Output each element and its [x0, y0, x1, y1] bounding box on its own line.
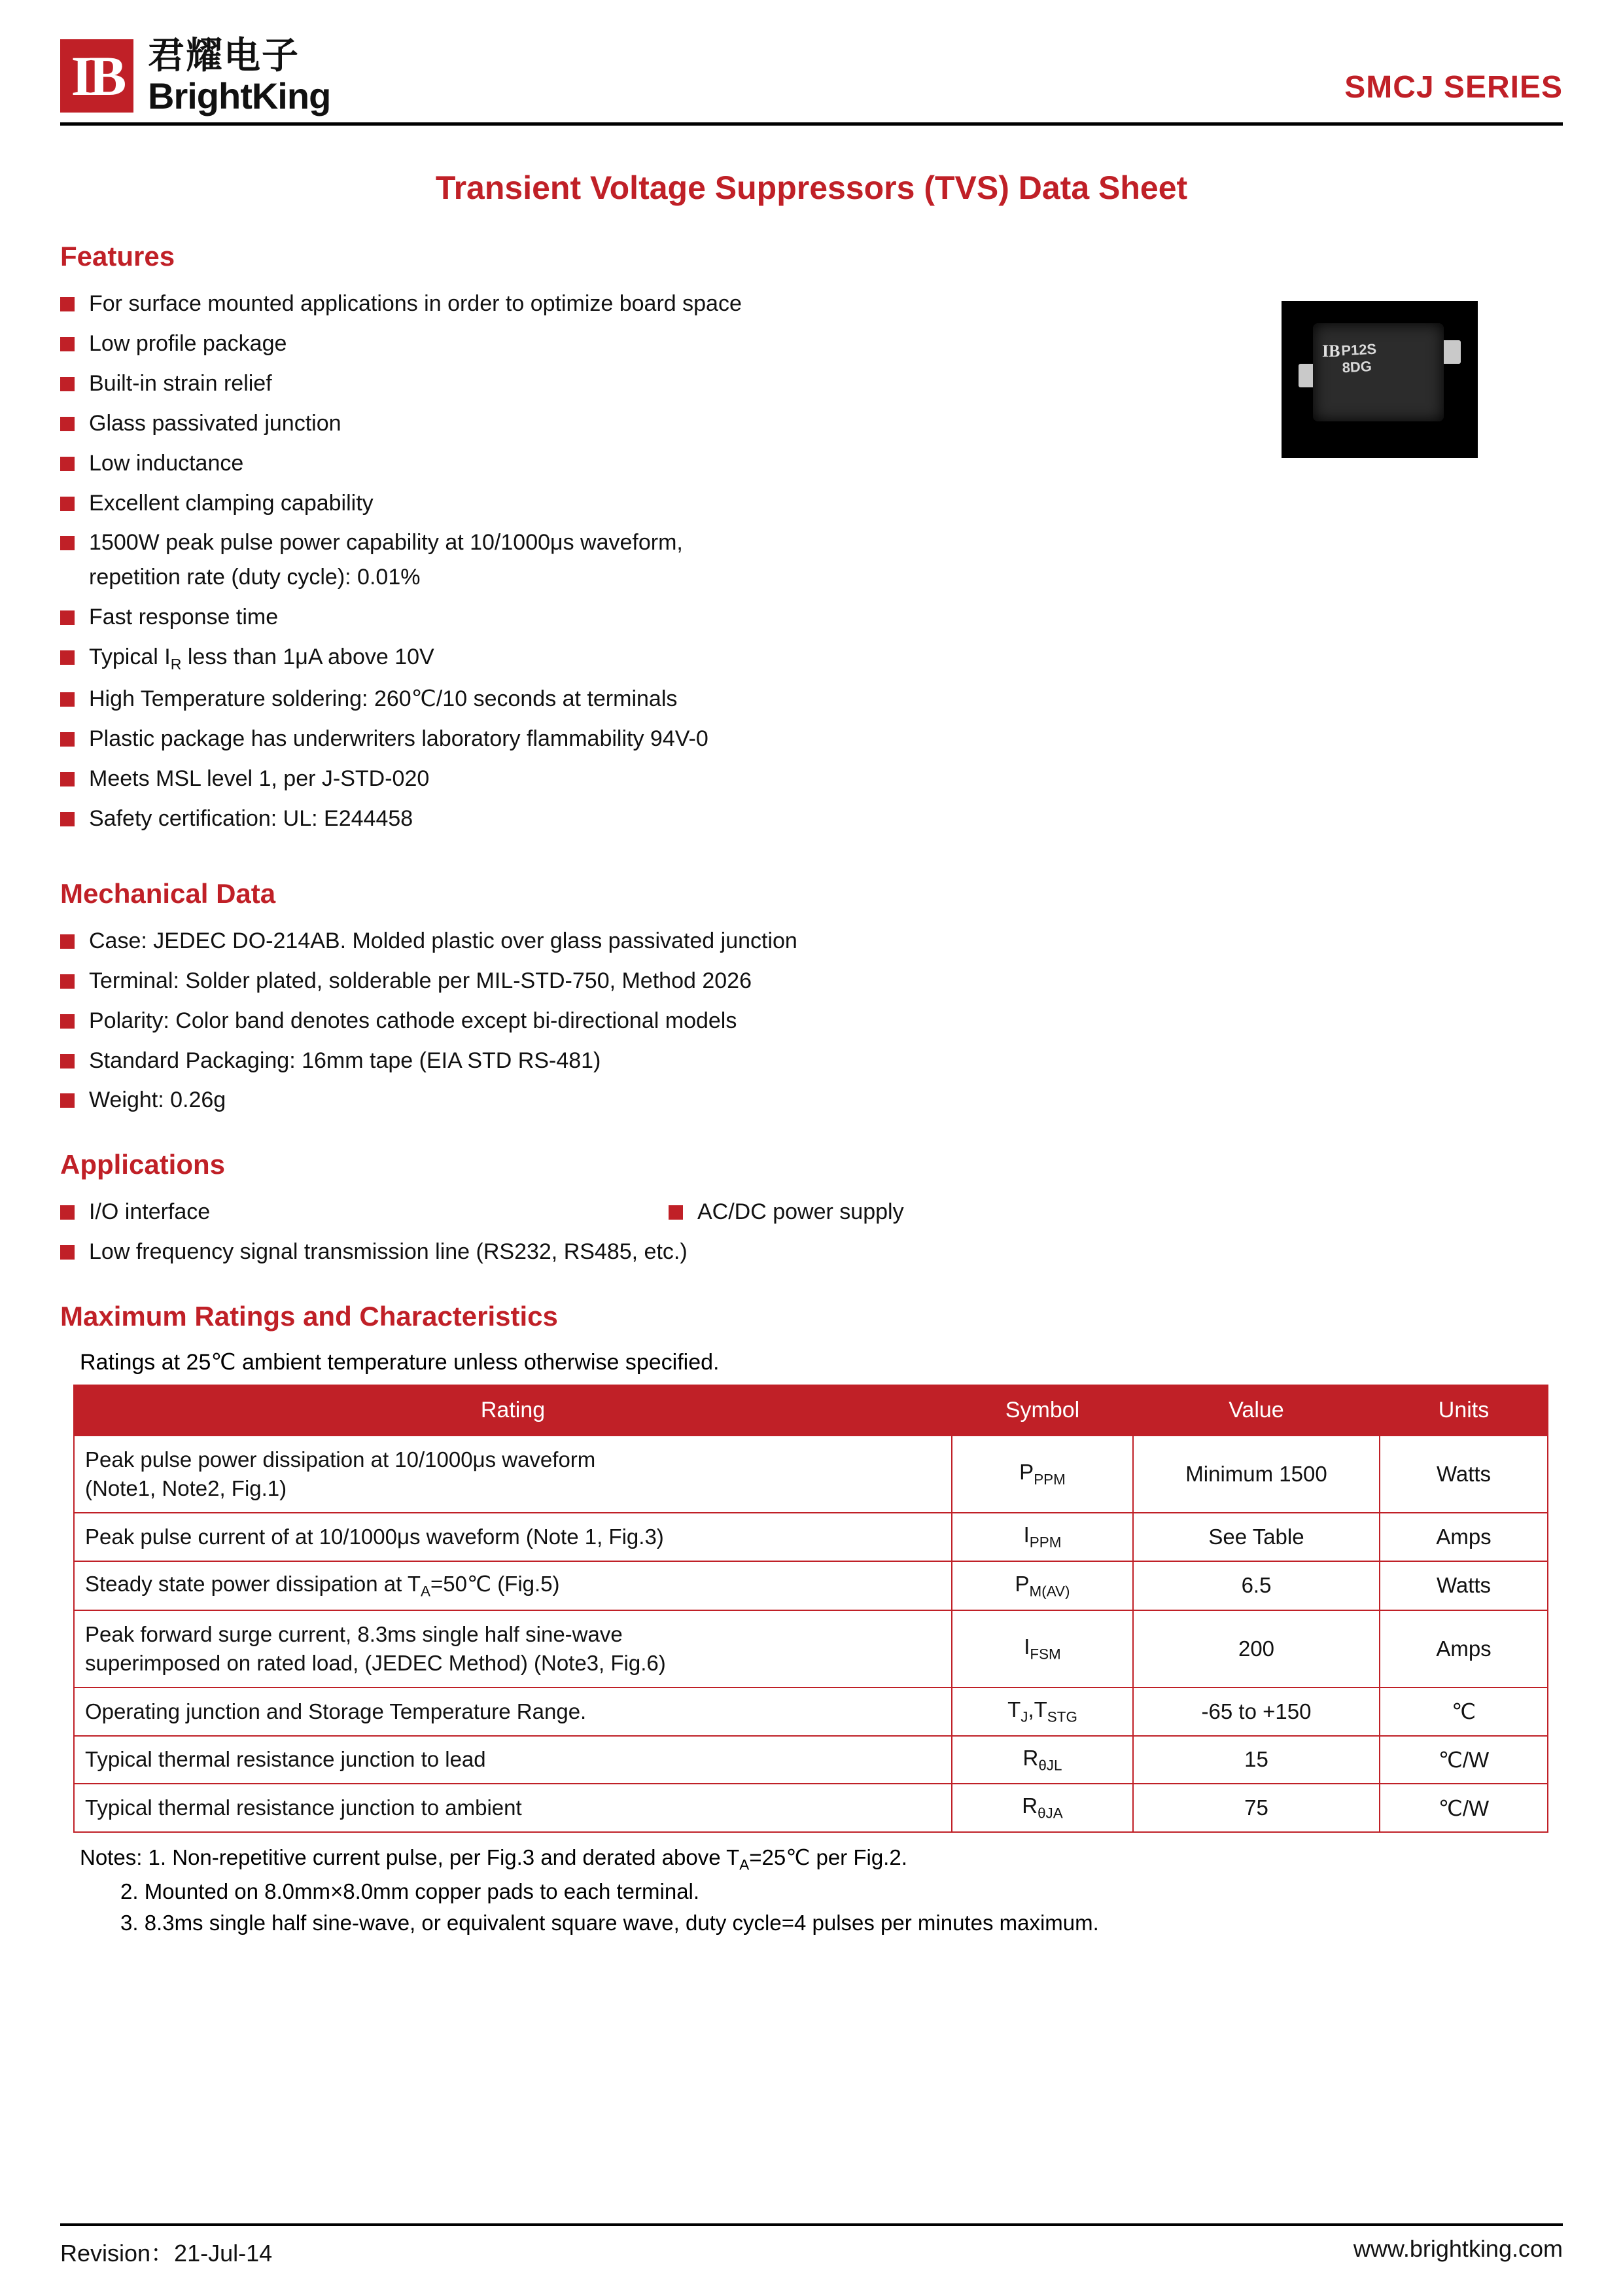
- bullet-square-icon: [60, 417, 75, 431]
- bullet-square-icon: [669, 1205, 683, 1220]
- table-row: [74, 1513, 1548, 1561]
- brand-text: [148, 35, 330, 116]
- cell-symbol: $I_{PPM}$: [952, 1513, 1133, 1561]
- column-header-rating: Rating: [74, 1385, 952, 1436]
- cell-value: 75: [1133, 1784, 1380, 1832]
- applications-list-right: [669, 1197, 1563, 1227]
- section-title-applications: Applications: [60, 1149, 226, 1180]
- package-photo: [1282, 301, 1478, 458]
- cell-units: Amps: [1380, 1513, 1548, 1561]
- list-item: Weight: 0.26g: [60, 1086, 1563, 1115]
- cell-symbol: $R_{\theta JL}$: [952, 1736, 1133, 1784]
- bullet-square-icon: [60, 1054, 75, 1069]
- applications-list-wide: [60, 1237, 1563, 1267]
- list-item: I/O interface: [60, 1197, 669, 1227]
- list-item: Excellent clamping capability: [60, 489, 1107, 518]
- list-item: Low frequency signal transmission line (RS232, RS485, etc.): [60, 1237, 1563, 1267]
- bullet-square-icon: [60, 1205, 75, 1220]
- applications-column-left: [60, 1197, 669, 1237]
- cell-value: 6.5: [1133, 1561, 1380, 1610]
- bullet-square-icon: [60, 772, 75, 786]
- feature-peak-power-cont: repetition rate (duty cycle): 0.01%: [89, 565, 421, 590]
- feature-typical-ir: Typical $I_R$ less than 1μA above 10V: [89, 645, 434, 673]
- note-1: Notes: 1. Non-repetitive current pulse, per Fig.3 and derated above $T_A=25℃$ per Fig.2.: [80, 1845, 907, 1873]
- cell-rating: Peak pulse power dissipation at 10/1000μs waveform (Note1, Note2, Fig.1): [74, 1436, 952, 1513]
- bullet-square-icon: [60, 692, 75, 707]
- cell-rating: Typical thermal resistance junction to lead: [74, 1736, 952, 1784]
- features-section: [60, 289, 1563, 844]
- table-notes: [80, 1842, 1563, 1939]
- list-item: Meets MSL level 1, per J-STD-020: [60, 764, 1107, 794]
- list-item: Built-in strain relief: [60, 369, 1107, 398]
- bullet-square-icon: [60, 536, 75, 550]
- cell-units: Watts: [1380, 1436, 1548, 1513]
- cell-rating: Peak pulse current of at 10/1000μs waveform (Note 1, Fig.3): [74, 1513, 952, 1561]
- bullet-square-icon: [60, 1014, 75, 1029]
- brightking-logo-icon: IB: [60, 39, 133, 113]
- cell-rating: Steady state power dissipation at $T_A=50℃$ (Fig.5): [74, 1561, 952, 1610]
- note-2: 2. Mounted on 8.0mm×8.0mm copper pads to each terminal.: [120, 1879, 700, 1903]
- series-title: SMCJ SERIES: [1344, 70, 1563, 105]
- bullet-square-icon: [60, 732, 75, 747]
- package-body: [1313, 323, 1444, 421]
- list-item: Glass passivated junction: [60, 409, 1107, 438]
- package-terminal-right: [1441, 340, 1461, 364]
- feature-peak-power: 1500W peak pulse power capability at 10/1000μs waveform,: [89, 530, 683, 556]
- bullet-square-icon: [60, 297, 75, 311]
- brand-logo: [60, 35, 330, 116]
- table-row: [74, 1784, 1548, 1832]
- page-header: [60, 35, 1563, 126]
- bullet-square-icon: [60, 497, 75, 511]
- bullet-square-icon: [60, 377, 75, 391]
- mechanical-list: [60, 927, 1563, 1115]
- cell-value: 15: [1133, 1736, 1380, 1784]
- cell-units: ℃: [1380, 1687, 1548, 1736]
- brand-name-en: BrightKing: [148, 75, 331, 116]
- features-list: [60, 289, 1107, 844]
- section-title-mechanical: Mechanical Data: [60, 877, 276, 909]
- ratings-intro: Ratings at 25℃ ambient temperature unless otherwise specified.: [80, 1350, 720, 1375]
- list-item: Case: JEDEC DO-214AB. Molded plastic over glass passivated junction: [60, 927, 1563, 956]
- bullet-square-icon: [60, 610, 75, 625]
- applications-list-left: [60, 1197, 669, 1227]
- bullet-square-icon: [60, 457, 75, 471]
- table-row: [74, 1610, 1548, 1687]
- package-marking: P12S 8DG: [1340, 340, 1377, 376]
- bullet-square-icon: [60, 934, 75, 949]
- cell-symbol: $R_{\theta JA}$: [952, 1784, 1133, 1832]
- cell-rating: Peak forward surge current, 8.3ms single half sine-wave superimposed on rated load, (JEDEC Method) (Note3, Fig.6): [74, 1610, 952, 1687]
- list-item: Polarity: Color band denotes cathode except bi-directional models: [60, 1006, 1563, 1036]
- list-item: Low inductance: [60, 449, 1107, 478]
- table-row: [74, 1561, 1548, 1610]
- bullet-square-icon: [60, 812, 75, 826]
- list-item: Fast response time: [60, 603, 1107, 632]
- section-title-ratings: Maximum Ratings and Characteristics: [60, 1301, 558, 1332]
- cell-units: ℃/W: [1380, 1784, 1548, 1832]
- list-item: AC/DC power supply: [669, 1197, 1563, 1227]
- table-row: [74, 1436, 1548, 1513]
- list-item: Safety certification: UL: E244458: [60, 804, 1107, 834]
- list-item: Standard Packaging: 16mm tape (EIA STD RS-481): [60, 1046, 1563, 1076]
- column-header-units: Units: [1380, 1385, 1548, 1436]
- revision-text: Revision：21-Jul-14: [60, 2240, 273, 2267]
- cell-rating: Typical thermal resistance junction to ambient: [74, 1784, 952, 1832]
- ratings-table: [73, 1385, 1548, 1833]
- cell-value: See Table: [1133, 1513, 1380, 1561]
- list-item: [60, 528, 1107, 592]
- cell-value: -65 to +150: [1133, 1687, 1380, 1736]
- bullet-square-icon: [60, 1245, 75, 1260]
- list-item: Low profile package: [60, 329, 1107, 359]
- applications-section: [60, 1197, 1563, 1237]
- cell-value: Minimum 1500: [1133, 1436, 1380, 1513]
- bullet-square-icon: [60, 974, 75, 989]
- note-3: 3. 8.3ms single half sine-wave, or equivalent square wave, duty cycle=4 pulses per minutes maximum.: [120, 1910, 1099, 1935]
- cell-value: 200: [1133, 1610, 1380, 1687]
- column-header-value: Value: [1133, 1385, 1380, 1436]
- website-link[interactable]: www.brightking.com: [1353, 2235, 1563, 2262]
- list-item: [60, 643, 1107, 674]
- cell-symbol: $I_{FSM}$: [952, 1610, 1133, 1687]
- page-footer: [60, 2223, 1563, 2269]
- list-item: Terminal: Solder plated, solderable per MIL-STD-750, Method 2026: [60, 966, 1563, 996]
- cell-units: ℃/W: [1380, 1736, 1548, 1784]
- page-title: Transient Voltage Suppressors (TVS) Data Sheet: [435, 169, 1188, 207]
- bullet-square-icon: [60, 650, 75, 665]
- table-header-row: [74, 1385, 1548, 1436]
- applications-column-right: [669, 1197, 1563, 1237]
- bullet-square-icon: [60, 1093, 75, 1108]
- brand-name-cn: 君耀电子: [148, 35, 300, 76]
- table-row: [74, 1687, 1548, 1736]
- list-item: High Temperature soldering: 260℃/10 seconds at terminals: [60, 684, 1107, 714]
- package-logo-icon: IB: [1322, 342, 1340, 361]
- column-header-symbol: Symbol: [952, 1385, 1133, 1436]
- cell-rating: Operating junction and Storage Temperature Range.: [74, 1687, 952, 1736]
- list-item: For surface mounted applications in order to optimize board space: [60, 289, 1107, 319]
- section-title-features: Features: [60, 241, 175, 272]
- cell-symbol: $P_{M(AV)}$: [952, 1561, 1133, 1610]
- cell-symbol: $P_{PPM}$: [952, 1436, 1133, 1513]
- cell-units: Watts: [1380, 1561, 1548, 1610]
- cell-units: Amps: [1380, 1610, 1548, 1687]
- cell-symbol: $T_J,T_{STG}$: [952, 1687, 1133, 1736]
- bullet-square-icon: [60, 337, 75, 351]
- list-item: Plastic package has underwriters laboratory flammability 94V-0: [60, 724, 1107, 754]
- table-row: [74, 1736, 1548, 1784]
